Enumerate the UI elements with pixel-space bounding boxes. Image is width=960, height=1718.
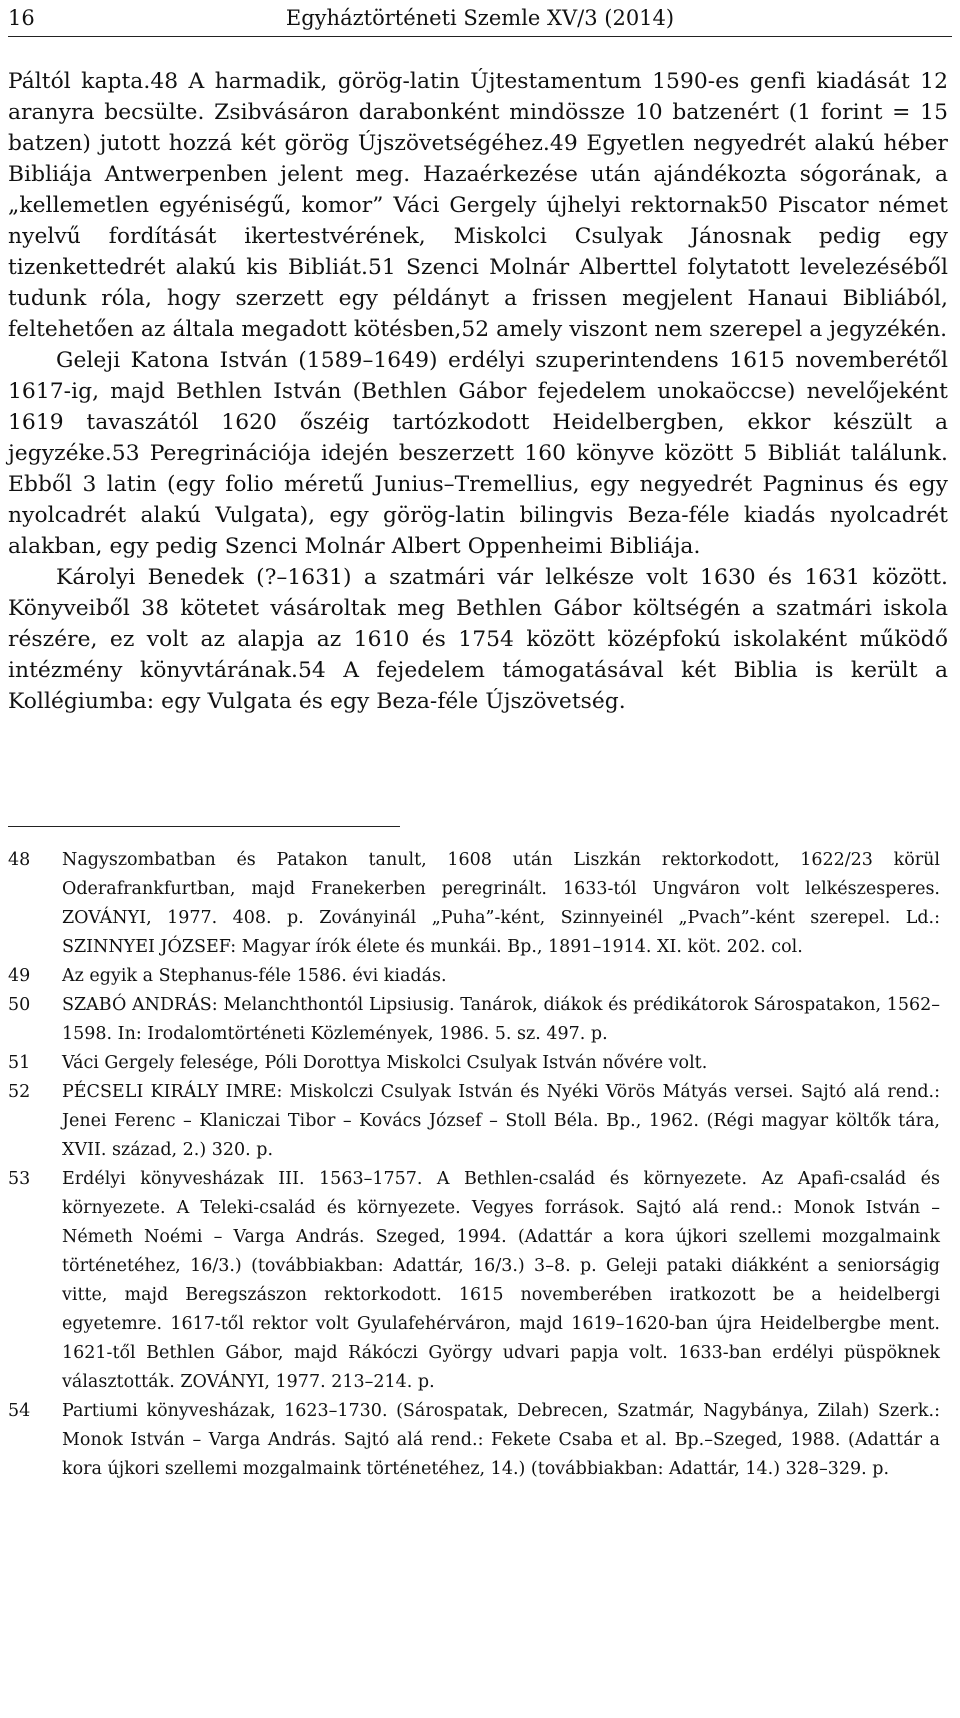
footnote-number: 54 [8,1401,31,1421]
body-paragraph: Geleji Katona István (1589–1649) erdélyi szuperintendens 1615 novemberétől 1617-ig, majd Bethlen István (Bethlen Gábor fejedelem unokaöccse) nevelőjeként 1619 tavaszától 1620 őszéig tartózkodott Heidelbergben, ekkor készült a jegyzéke.53 Peregrinációja idején beszerzett 160 könyve között 5 Bibliát találunk. Ebből 3 latin (egy folio méretű Junius–Tremellius, egy negyedrét Pagninus és egy nyolcadrét alakú Vulgata), egy görög-latin bilingvis Beza-féle kiadás nyolcadrét alakban, egy pedig Szenci Molnár Albert Oppenheimi Bibliája. [8,348,948,559]
footnote-text: Partiumi könyvesházak, 1623–1730. (Sárospatak, Debrecen, Szatmár, Nagybánya, Zilah) Szerk.: Monok István – Varga András. Sajtó alá rend.: Fekete Csaba et al. Bp.–Szeged, 1988. (Adattár a kora újkori szellemi mozgalmaink történetéhez, 14.) (továbbiakban: Adattár, 14.) 328–329. p. [62,1401,940,1479]
footnote-text: Erdélyi könyvesházak III. 1563–1757. A Bethlen-család és környezete. Az Apafi-család és környezete. A Teleki-család és környezete. Vegyes források. Sajtó alá rend.: Monok István – Németh Noémi – Varga András. Szeged, 1994. (Adattár a kora újkori szellemi mozgalmaink történetéhez, 16/3.) (továbbiakban: Adattár, 16/3.) 3–8. p. Geleji pataki diákként a seniorságig vitte, majd Beregszászon rektorkodott. 1615 novemberében iratkozott be a heidelbergi egyetemre. 1617-től rektor volt Gyulafehérváron, majd 1619–1620-ban újra Heidelbergbe ment. 1621-től Bethlen Gábor, majd Rákóczi György udvari papja volt. 1633-ban erdélyi püspöknek választották. ZOVÁNYI, 1977. 213–214. p. [62,1169,940,1392]
footnote-number: 53 [8,1169,31,1189]
footnote-54 [8,1397,940,1484]
main-text [8,66,948,717]
footnote-50 [8,991,940,1049]
footnote-52 [8,1078,940,1165]
footnote-51 [8,1049,940,1078]
journal-title: Egyháztörténeti Szemle XV/3 (2014) [285,6,675,30]
footnote-text: SZABÓ ANDRÁS: Melanchthontól Lipsiusig. Tanárok, diákok és prédikátorok Sárospatakon, 1562–1598. In: Irodalomtörténeti Közlemények, 1986. 5. sz. 497. p. [62,995,940,1044]
footnote-number: 51 [8,1053,31,1073]
body-paragraph: Károlyi Benedek (?–1631) a szatmári vár lelkésze volt 1630 és 1631 között. Könyveiből 38 kötetet vásároltak meg Bethlen Gábor költségén a szatmári iskola részére, ez volt az alapja az 1610 és 1754 között középfokú iskolaként működő intézmény könyvtárának.54 A fejedelem támogatásával két Biblia is került a Kollégiumba: egy Vulgata és egy Beza-féle Újszövetség. [8,565,948,714]
footnote-number: 49 [8,966,31,986]
footnote-49 [8,962,940,991]
footnote-text: Az egyik a Stephanus-féle 1586. évi kiadás. [62,966,447,986]
footnote-text: PÉCSELI KIRÁLY IMRE: Miskolczi Csulyak István és Nyéki Vörös Mátyás versei. Sajtó alá rend.: Jenei Ferenc – Klaniczai Tibor – Kovács József – Stoll Béla. Bp., 1962. (Régi magyar költők tára, XVII. század, 2.) 320. p. [62,1082,940,1160]
footnote-text: Nagyszombatban és Patakon tanult, 1608 után Liszkán rektorkodott, 1622/23 körül Oderafrankfurtban, majd Franekerben peregrinált. 1633-tól Ungváron volt lelkészesperes. ZOVÁNYI, 1977. 408. p. Zoványinál „Puha”-ként, Szinnyeinél „Pvach”-ként szerepel. Ld.: SZINNYEI JÓZSEF: Magyar írók élete és munkái. Bp., 1891–1914. XI. köt. 202. col. [62,850,940,957]
running-header [8,4,952,37]
footnote-divider [8,826,400,827]
footnote-48 [8,846,940,962]
footnote-53 [8,1165,940,1397]
footnotes [8,846,940,1484]
footnote-number: 52 [8,1082,31,1102]
footnote-number: 48 [8,850,31,870]
page-number: 16 [8,6,35,30]
body-paragraph: Páltól kapta.48 A harmadik, görög-latin Újtestamentum 1590-es genfi kiadását 12 aranyra becsülte. Zsibvásáron darabonként mindössze 10 batzenért (1 forint = 15 batzen) jutott hozzá két görög Újszövetségéhez.49 Egyetlen negyedrét alakú héber Bibliája Antwerpenben jelent meg. Hazaérkezése után ajándékozta sógorának, a „kellemetlen egyéniségű, komor” Váci Gergely újhelyi rektornak50 Piscator német nyelvű fordítását ikertestvérének, Miskolci Csulyak Jánosnak pedig egy tizenkettedrét alakú kis Bibliát.51 Szenci Molnár Alberttel folytatott levelezéséből tudunk róla, hogy szerzett egy példányt a frissen megjelent Hanaui Bibliából, feltehetően az általa megadott kötésben,52 amely viszont nem szerepel a jegyzékén. [8,69,948,342]
footnote-number: 50 [8,995,31,1015]
footnote-text: Váci Gergely felesége, Póli Dorottya Miskolci Csulyak István nővére volt. [62,1053,708,1073]
